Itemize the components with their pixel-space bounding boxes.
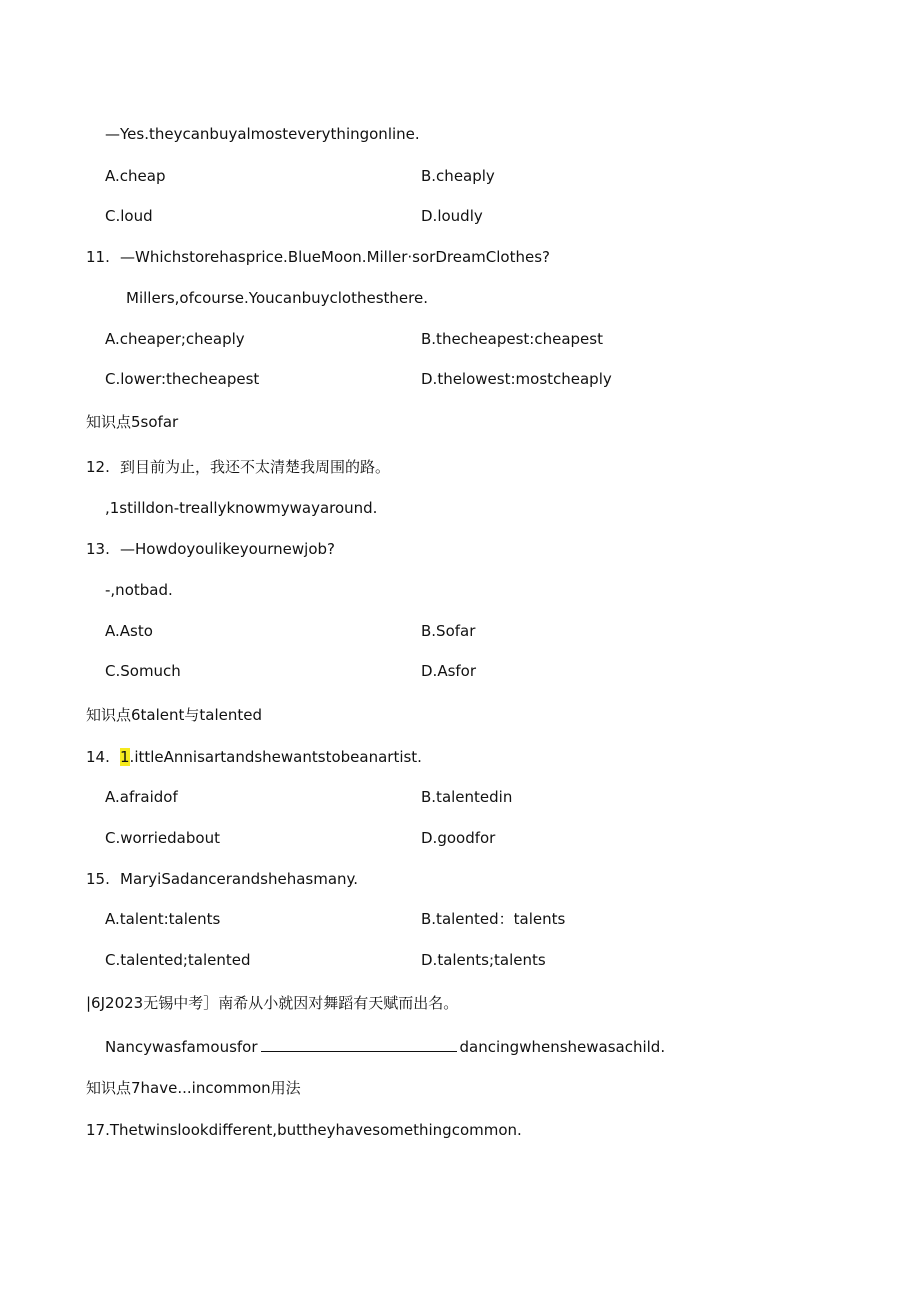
q11-question: [86, 247, 550, 267]
q11-question-text: —Whichstorehasprice.BlueMoon.Miller·sorDreamClothes?: [120, 248, 550, 266]
q11-option-d[interactable]: D.thelowest:mostcheaply: [421, 370, 612, 388]
q13-option-d[interactable]: D.Asfor: [421, 662, 477, 680]
q13-option-c[interactable]: C.Somuch: [105, 662, 181, 680]
q11-number: 11.: [86, 248, 110, 266]
q15-option-c[interactable]: C.talented;talented: [105, 951, 251, 969]
section-heading-6: 知识点6talent与talented: [86, 706, 263, 724]
q12-answer-line: ,1stilldon-treallyknowmywayaround.: [105, 499, 378, 517]
q11-option-c[interactable]: C.lower:thecheapest: [105, 370, 260, 388]
q10-option-a[interactable]: A.cheap: [105, 167, 166, 185]
q12-question-text: 到目前为止，我还不太清楚我周围的路。: [120, 458, 391, 476]
q13-number: 13.: [86, 540, 110, 558]
q16-answer-line: [105, 1036, 665, 1057]
q14-number: 14.: [86, 748, 110, 766]
q15-option-a[interactable]: A.talent:talents: [105, 910, 221, 928]
q16-question: |6J2023无锡中考］南希从小就因对舞蹈有天赋而出名。: [86, 994, 459, 1012]
q14-option-a[interactable]: A.afraidof: [105, 788, 178, 806]
q13-option-a[interactable]: A.Asto: [105, 622, 153, 640]
q11-option-a[interactable]: A.cheaper;cheaply: [105, 330, 245, 348]
q15-option-d[interactable]: D.talents;talents: [421, 951, 546, 969]
q10-answer-line: —Yes.theycanbuyalmosteverythingonline.: [105, 125, 420, 143]
q14-option-b[interactable]: B.talentedin: [421, 788, 513, 806]
section-heading-5: 知识点5sofar: [86, 413, 179, 431]
q13-option-b[interactable]: B.Sofar: [421, 622, 476, 640]
q10-option-c[interactable]: C.loud: [105, 207, 153, 225]
q15-question-text: MaryiSadancerandshehasmany.: [120, 870, 359, 888]
q15-question: [86, 869, 358, 889]
q11-answer-line: Millers,ofcourse.Youcanbuyclothesthere.: [126, 289, 428, 307]
highlighted-text: 1: [120, 748, 130, 766]
q10-option-b[interactable]: B.cheaply: [421, 167, 495, 185]
q13-question: [86, 539, 335, 559]
q16-answer-blank[interactable]: [261, 1036, 457, 1052]
q12-question: [86, 457, 390, 477]
q14-question-text: .ittleAnnisartandshewantstobeanartist.: [129, 748, 422, 766]
section-heading-7: 知识点7have...incommon用法: [86, 1079, 301, 1097]
q15-option-b[interactable]: B.talented：talents: [421, 910, 566, 928]
q14-question: [86, 747, 422, 767]
q14-option-c[interactable]: C.worriedabout: [105, 829, 220, 847]
q13-question-text: —Howdoyoulikeyournewjob?: [120, 540, 335, 558]
q13-answer-line: -,notbad.: [105, 581, 173, 599]
q12-number: 12.: [86, 458, 110, 476]
q16-answer-before: Nancywasfamousfor: [105, 1038, 258, 1056]
q10-option-d[interactable]: D.loudly: [421, 207, 483, 225]
q14-option-d[interactable]: D.goodfor: [421, 829, 496, 847]
q11-option-b[interactable]: B.thecheapest:cheapest: [421, 330, 603, 348]
q15-number: 15.: [86, 870, 110, 888]
q17-question: 17.Thetwinslookdifferent,buttheyhavesomethingcommon.: [86, 1121, 522, 1139]
q16-answer-after: dancingwhenshewasachild.: [459, 1038, 666, 1056]
